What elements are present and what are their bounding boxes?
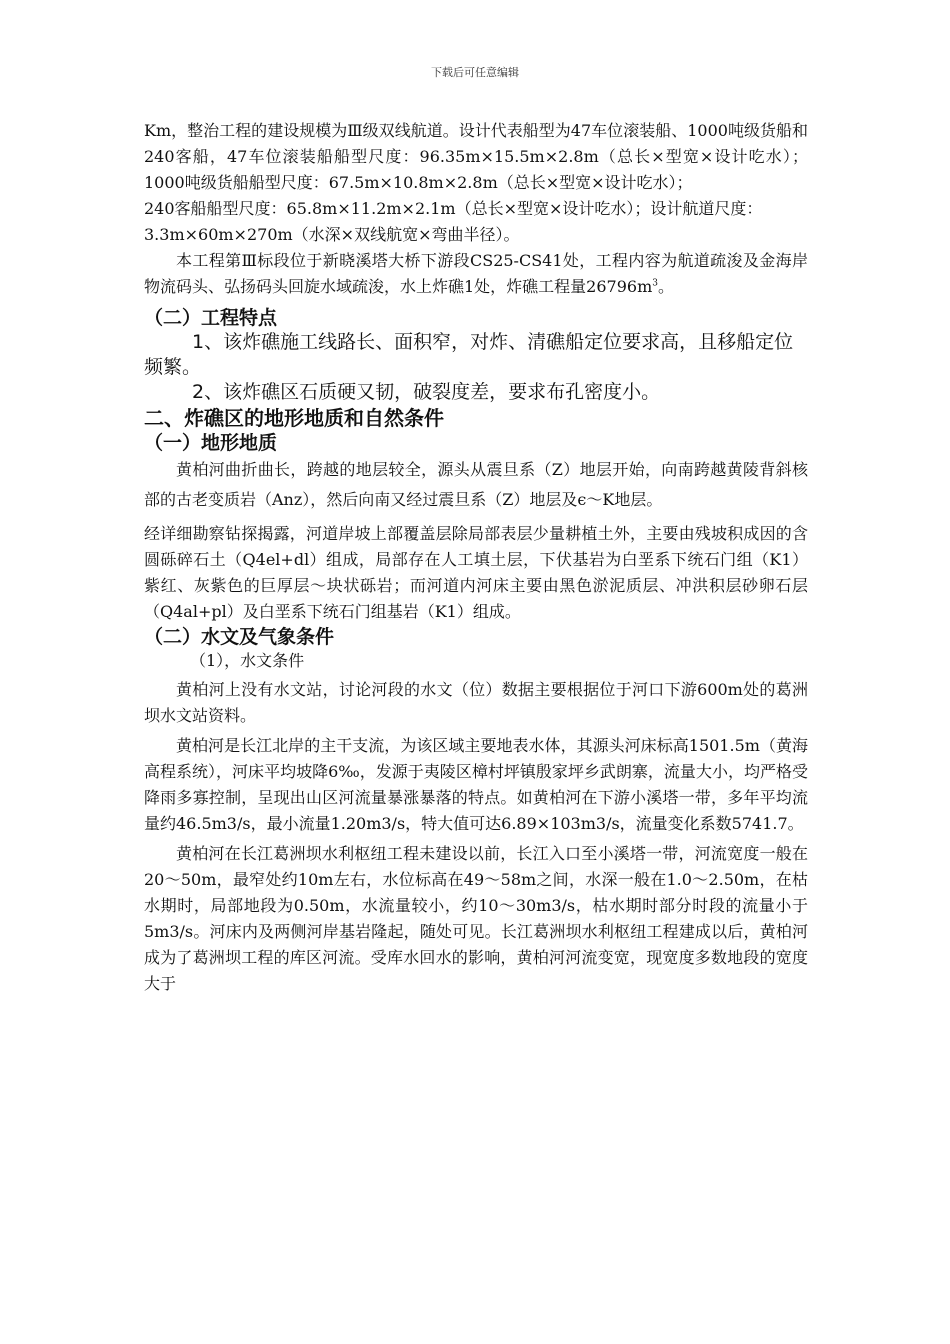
page-header-note: 下载后可任意编辑 [431, 66, 519, 79]
project-scope-text: 本工程第Ⅲ标段位于新晓溪塔大桥下游段CS25-CS41处，工程内容为航道疏浚及金海岸物流码头、弘扬码头回旋水域疏浚，水上炸礁1处，炸礁工程量26796m [144, 251, 808, 296]
heading-hydrology-conditions: （1），水文条件 [190, 651, 305, 670]
feature-item-1: 1、该炸礁施工线路长、面积窄，对炸、清礁船定位要求高，且移船定位频繁。 [144, 331, 794, 378]
paragraph-channel-dimensions: 3.3m×60m×270m（水深×双线航宽×弯曲半径）。 [144, 225, 520, 244]
paragraph-project-scope [144, 248, 808, 300]
paragraph-strata: 黄柏河曲折曲长，跨越的地层较全，源头从震旦系（Z）地层开始，向南跨越黄陵背斜核部的古老变质岩（Anz），然后向南又经过震旦系（Z）地层及ϵ～K地层。 [144, 460, 808, 509]
section-title-terrain-conditions: 二、炸礁区的地形地质和自然条件 [144, 406, 444, 430]
paragraph-hydrology-source: 黄柏河上没有水文站，讨论河段的水文（位）数据主要根据位于河口下游600m处的葛洲坝水文站资料。 [144, 680, 808, 725]
heading-hydrology-weather: （二）水文及气象条件 [144, 626, 335, 648]
project-scope-end: 。 [658, 277, 675, 296]
paragraph-drilling-survey: 经详细勘察钻探揭露，河道岸坡上部覆盖层除局部表层少量耕植土外，主要由残坡积成因的含圆砾碎石土（Q4el+dl）组成，局部存在人工填土层，下伏基岩为白垩系下统石门组（K1）紫红、灰紫色的巨厚层～块状砾岩；而河道内河床主要由黑色淤泥质层、冲洪积层砂卵石层（Q4al+pl）及白垩系下统石门组基岩（K1）组成。 [144, 524, 808, 621]
heading-terrain-geology: （一）地形地质 [144, 432, 278, 454]
paragraph-ship-types: Km，整治工程的建设规模为Ⅲ级双线航道。设计代表船型为47车位滚装船、1000吨级货船和240客船，47车位滚装船船型尺度：96.35m×15.5m×2.8m（总长×型宽×设计吃水）；1000吨级货船船型尺度：67.5m×10.8m×2.8m（总长×型宽×设计吃水）； [144, 121, 808, 192]
paragraph-river-history: 黄柏河在长江葛洲坝水利枢纽工程未建设以前，长江入口至小溪塔一带，河流宽度一般在20～50m，最窄处约10m左右，水位标高在49～58m之间，水深一般在1.0～2.50m，在枯水期时，局部地段为0.50m，水流量较小，约10～30m3/s，枯水期时部分时段的流量小于5m3/s。河床内及两侧河岸基岩隆起，随处可见。长江葛洲坝水利枢纽工程建成以后，黄柏河成为了葛洲坝工程的库区河流。受库水回水的影响，黄柏河河流变宽，现宽度多数地段的宽度大于 [144, 844, 808, 993]
document-body [144, 118, 808, 997]
paragraph-river-profile: 黄柏河是长江北岸的主干支流，为该区域主要地表水体，其源头河床标高1501.5m（黄海高程系统），河床平均坡降6‰，发源于夷陵区樟村坪镇殷家坪乡武朗寨，流量大小，均严格受降雨多寡控制，呈现出山区河流量暴涨暴落的特点。如黄柏河在下游小溪塔一带，多年平均流量约46.5m3/s，最小流量1.20m3/s，特大值可达6.89×103m3/s，流量变化系数5741.7。 [144, 736, 808, 833]
paragraph-passenger-ship: 240客船船型尺度：65.8m×11.2m×2.1m（总长×型宽×设计吃水）；设计航道尺度： [144, 199, 763, 218]
feature-item-2: 2、该炸礁区石质硬又韧，破裂度差，要求布孔密度小。 [192, 381, 661, 403]
unit-superscript: 3 [652, 278, 658, 289]
heading-project-features: （二）工程特点 [144, 307, 278, 329]
